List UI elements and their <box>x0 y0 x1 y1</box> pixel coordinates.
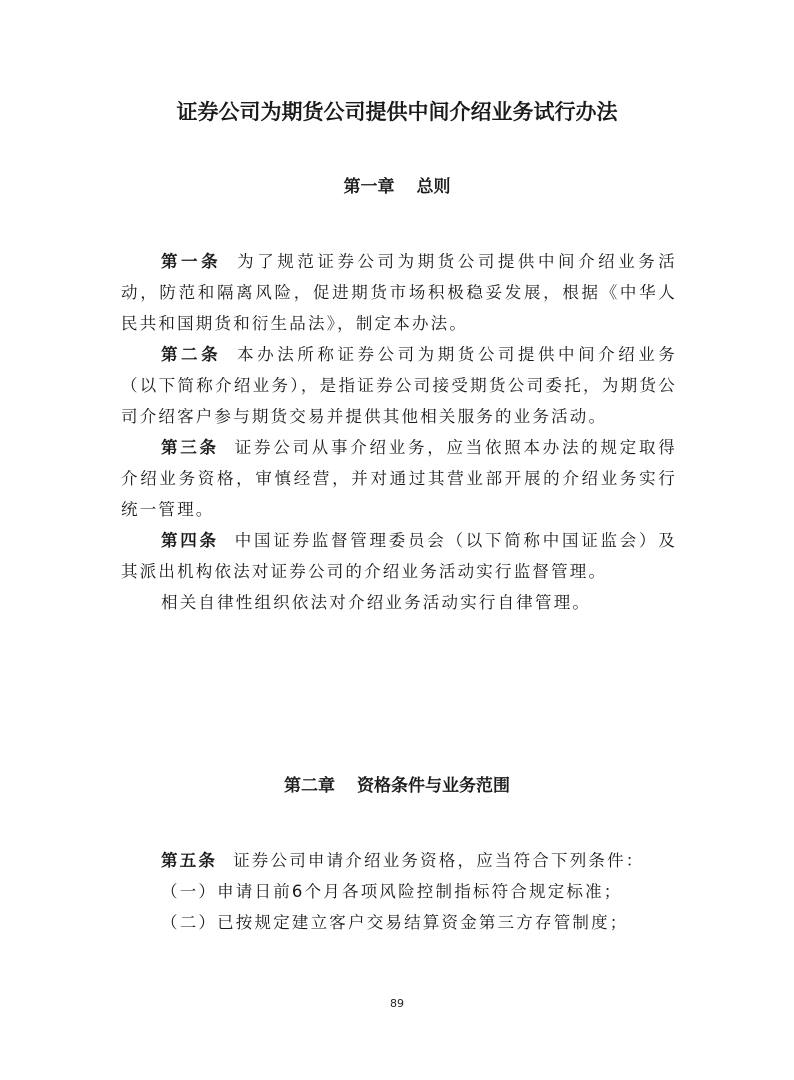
article-5-text: 证券公司申请介绍业务资格，应当符合下列条件： <box>233 851 645 870</box>
chapter-2-label: 第二章 <box>284 776 335 796</box>
article-2-text: 本办法所称证券公司为期货公司提供中间介绍业务（以下简称介绍业务），是指证券公司接受期货公司委托，为期货公司介绍客户参与期货交易并提供其他相关服务的业务活动。 <box>121 345 677 426</box>
article-5-label: 第五条 <box>161 851 218 870</box>
article-1-text: 为了规范证券公司为期货公司提供中间介绍业务活动，防范和隔离风险，促进期货市场积极稳妥发展，根据《中华人民共和国期货和衍生品法》，制定本办法。 <box>121 252 677 333</box>
article-2-label: 第二条 <box>161 345 222 364</box>
article-5 <box>121 845 677 876</box>
article-1 <box>121 246 677 339</box>
article-4-text: 中国证券监督管理委员会（以下简称中国证监会）及其派出机构依法对证券公司的介绍业务活动实行监督管理。 <box>121 531 677 581</box>
document-title: 证券公司为期货公司提供中间介绍业务试行办法 <box>176 100 618 124</box>
page-number: 89 <box>390 997 404 1010</box>
article-3 <box>121 432 677 525</box>
chapter-1-title: 总则 <box>416 177 451 197</box>
article-2 <box>121 339 677 432</box>
chapter-1-body <box>121 246 677 618</box>
article-4-label: 第四条 <box>161 531 219 550</box>
chapter-2-heading <box>0 771 794 801</box>
article-1-label: 第一条 <box>161 252 222 271</box>
article-4 <box>121 525 677 587</box>
condition-2: （二）已按规定建立客户交易结算资金第三方存管制度； <box>161 913 629 932</box>
chapter-1-label: 第一章 <box>343 177 395 197</box>
article-3-label: 第三条 <box>161 438 219 457</box>
chapter-2-body <box>121 845 677 938</box>
article-3-text: 证券公司从事介绍业务，应当依照本办法的规定取得介绍业务资格，审慎经营，并对通过其营业部开展的介绍业务实行统一管理。 <box>121 438 677 519</box>
condition-1: （一）申请日前6个月各项风险控制指标符合规定标准； <box>161 882 623 901</box>
chapter-2-title: 资格条件与业务范围 <box>357 776 510 796</box>
chapter-1-heading <box>0 172 794 202</box>
article-4-paragraph-2: 相关自律性组织依法对介绍业务活动实行自律管理。 <box>161 593 592 612</box>
